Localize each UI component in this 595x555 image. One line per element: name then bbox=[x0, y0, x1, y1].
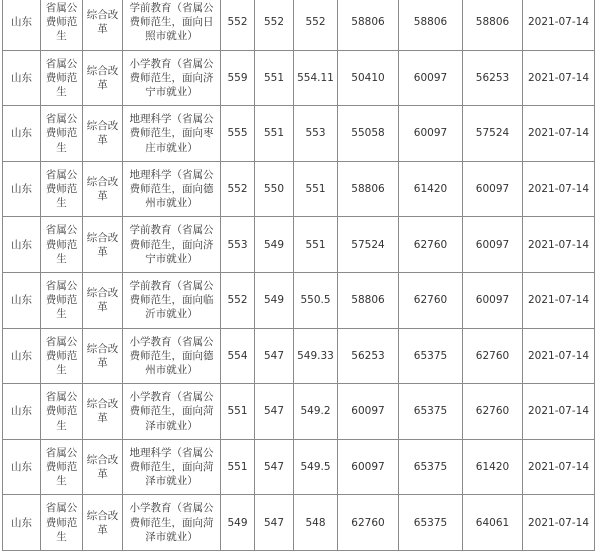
min-score-cell: 552 bbox=[255, 0, 294, 50]
date-cell: 2021-07-14 bbox=[523, 384, 595, 440]
avg-score-cell: 554.11 bbox=[294, 50, 338, 106]
max-score-cell: 554 bbox=[221, 328, 255, 384]
table-row bbox=[3, 384, 595, 440]
batch-cell: 省属公费师范生 bbox=[41, 0, 83, 50]
province-cell: 山东 bbox=[3, 495, 41, 551]
min-rank-cell: 65375 bbox=[399, 328, 463, 384]
avg-rank-cell: 64061 bbox=[463, 495, 523, 551]
table-row bbox=[3, 495, 595, 551]
table-row bbox=[3, 272, 595, 328]
batch-cell: 省属公费师范生 bbox=[41, 384, 83, 440]
min-score-cell: 549 bbox=[255, 272, 294, 328]
province-cell: 山东 bbox=[3, 217, 41, 273]
category-cell: 综合改革 bbox=[83, 384, 123, 440]
table-row bbox=[3, 217, 595, 273]
min-rank-cell: 61420 bbox=[399, 161, 463, 217]
category-cell: 综合改革 bbox=[83, 217, 123, 273]
min-score-cell: 547 bbox=[255, 439, 294, 495]
major-cell: 小学教育（省属公费师范生，面向德州市就业） bbox=[123, 328, 221, 384]
province-cell: 山东 bbox=[3, 106, 41, 162]
avg-score-cell: 551 bbox=[294, 161, 338, 217]
table-row bbox=[3, 106, 595, 162]
table-row bbox=[3, 0, 595, 50]
avg-rank-cell: 58806 bbox=[463, 0, 523, 50]
batch-cell: 省属公费师范生 bbox=[41, 217, 83, 273]
category-cell: 综合改革 bbox=[83, 495, 123, 551]
max-rank-cell: 50410 bbox=[338, 50, 399, 106]
province-cell: 山东 bbox=[3, 328, 41, 384]
max-score-cell: 552 bbox=[221, 0, 255, 50]
avg-rank-cell: 62760 bbox=[463, 328, 523, 384]
batch-cell: 省属公费师范生 bbox=[41, 50, 83, 106]
min-score-cell: 551 bbox=[255, 50, 294, 106]
avg-score-cell: 549.5 bbox=[294, 439, 338, 495]
admission-scores-table bbox=[2, 0, 595, 551]
max-rank-cell: 56253 bbox=[338, 328, 399, 384]
major-cell: 地理科学（省属公费师范生，面向枣庄市就业） bbox=[123, 106, 221, 162]
max-score-cell: 551 bbox=[221, 384, 255, 440]
category-cell: 综合改革 bbox=[83, 161, 123, 217]
date-cell: 2021-07-14 bbox=[523, 161, 595, 217]
major-cell: 学前教育（省属公费师范生，面向日照市就业） bbox=[123, 0, 221, 50]
province-cell: 山东 bbox=[3, 439, 41, 495]
min-rank-cell: 58806 bbox=[399, 0, 463, 50]
category-cell: 综合改革 bbox=[83, 328, 123, 384]
max-score-cell: 552 bbox=[221, 272, 255, 328]
min-score-cell: 547 bbox=[255, 384, 294, 440]
province-cell: 山东 bbox=[3, 0, 41, 50]
max-score-cell: 559 bbox=[221, 50, 255, 106]
major-cell: 地理科学（省属公费师范生，面向菏泽市就业） bbox=[123, 439, 221, 495]
table-row bbox=[3, 328, 595, 384]
date-cell: 2021-07-14 bbox=[523, 50, 595, 106]
category-cell: 综合改革 bbox=[83, 106, 123, 162]
province-cell: 山东 bbox=[3, 161, 41, 217]
major-cell: 学前教育（省属公费师范生，面向济宁市就业） bbox=[123, 217, 221, 273]
max-rank-cell: 60097 bbox=[338, 384, 399, 440]
min-rank-cell: 60097 bbox=[399, 106, 463, 162]
batch-cell: 省属公费师范生 bbox=[41, 161, 83, 217]
major-cell: 小学教育（省属公费师范生，面向菏泽市就业） bbox=[123, 495, 221, 551]
min-rank-cell: 65375 bbox=[399, 439, 463, 495]
date-cell: 2021-07-14 bbox=[523, 0, 595, 50]
date-cell: 2021-07-14 bbox=[523, 217, 595, 273]
province-cell: 山东 bbox=[3, 272, 41, 328]
batch-cell: 省属公费师范生 bbox=[41, 272, 83, 328]
batch-cell: 省属公费师范生 bbox=[41, 106, 83, 162]
max-score-cell: 552 bbox=[221, 161, 255, 217]
category-cell: 综合改革 bbox=[83, 0, 123, 50]
category-cell: 综合改革 bbox=[83, 50, 123, 106]
min-score-cell: 550 bbox=[255, 161, 294, 217]
province-cell: 山东 bbox=[3, 50, 41, 106]
min-rank-cell: 60097 bbox=[399, 50, 463, 106]
major-cell: 小学教育（省属公费师范生，面向菏泽市就业） bbox=[123, 384, 221, 440]
avg-score-cell: 549.33 bbox=[294, 328, 338, 384]
avg-rank-cell: 60097 bbox=[463, 161, 523, 217]
date-cell: 2021-07-14 bbox=[523, 272, 595, 328]
avg-score-cell: 548 bbox=[294, 495, 338, 551]
max-score-cell: 553 bbox=[221, 217, 255, 273]
max-score-cell: 551 bbox=[221, 439, 255, 495]
max-score-cell: 555 bbox=[221, 106, 255, 162]
max-rank-cell: 58806 bbox=[338, 0, 399, 50]
major-cell: 地理科学（省属公费师范生，面向德州市就业） bbox=[123, 161, 221, 217]
avg-score-cell: 553 bbox=[294, 106, 338, 162]
avg-score-cell: 549.2 bbox=[294, 384, 338, 440]
max-score-cell: 549 bbox=[221, 495, 255, 551]
max-rank-cell: 58806 bbox=[338, 272, 399, 328]
avg-rank-cell: 62760 bbox=[463, 384, 523, 440]
max-rank-cell: 57524 bbox=[338, 217, 399, 273]
avg-score-cell: 551 bbox=[294, 217, 338, 273]
date-cell: 2021-07-14 bbox=[523, 495, 595, 551]
date-cell: 2021-07-14 bbox=[523, 328, 595, 384]
major-cell: 学前教育（省属公费师范生，面向临沂市就业） bbox=[123, 272, 221, 328]
table-body bbox=[3, 0, 595, 550]
min-rank-cell: 65375 bbox=[399, 384, 463, 440]
avg-rank-cell: 57524 bbox=[463, 106, 523, 162]
category-cell: 综合改革 bbox=[83, 439, 123, 495]
batch-cell: 省属公费师范生 bbox=[41, 439, 83, 495]
major-cell: 小学教育（省属公费师范生，面向济宁市就业） bbox=[123, 50, 221, 106]
min-rank-cell: 65375 bbox=[399, 495, 463, 551]
province-cell: 山东 bbox=[3, 384, 41, 440]
min-rank-cell: 62760 bbox=[399, 217, 463, 273]
date-cell: 2021-07-14 bbox=[523, 439, 595, 495]
category-cell: 综合改革 bbox=[83, 272, 123, 328]
min-rank-cell: 62760 bbox=[399, 272, 463, 328]
avg-rank-cell: 60097 bbox=[463, 272, 523, 328]
avg-score-cell: 550.5 bbox=[294, 272, 338, 328]
min-score-cell: 547 bbox=[255, 328, 294, 384]
table-row bbox=[3, 50, 595, 106]
avg-rank-cell: 56253 bbox=[463, 50, 523, 106]
max-rank-cell: 62760 bbox=[338, 495, 399, 551]
avg-rank-cell: 61420 bbox=[463, 439, 523, 495]
min-score-cell: 551 bbox=[255, 106, 294, 162]
max-rank-cell: 60097 bbox=[338, 439, 399, 495]
batch-cell: 省属公费师范生 bbox=[41, 328, 83, 384]
avg-score-cell: 552 bbox=[294, 0, 338, 50]
table-row bbox=[3, 439, 595, 495]
batch-cell: 省属公费师范生 bbox=[41, 495, 83, 551]
table-row bbox=[3, 161, 595, 217]
min-score-cell: 549 bbox=[255, 217, 294, 273]
avg-rank-cell: 60097 bbox=[463, 217, 523, 273]
max-rank-cell: 58806 bbox=[338, 161, 399, 217]
date-cell: 2021-07-14 bbox=[523, 106, 595, 162]
max-rank-cell: 55058 bbox=[338, 106, 399, 162]
min-score-cell: 547 bbox=[255, 495, 294, 551]
